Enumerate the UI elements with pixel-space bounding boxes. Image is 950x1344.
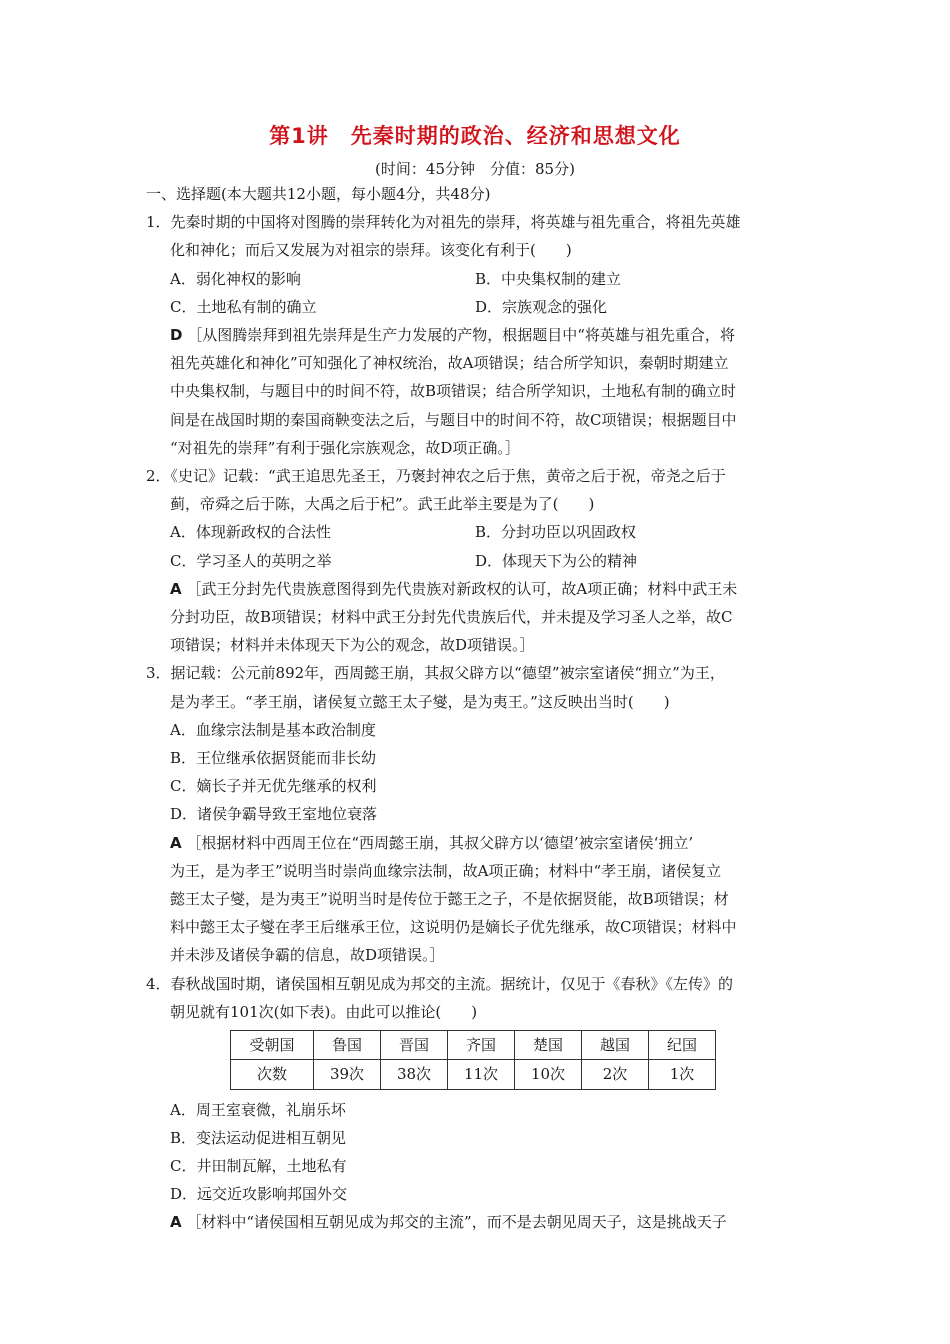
- table-cell: 2次: [582, 1060, 649, 1089]
- option-b: B．变法运动促进相互朝见: [170, 1128, 347, 1147]
- options-row: [146, 265, 826, 293]
- answer-line: 为王，是为孝王”说明当时崇尚血缘宗法制，故A项正确；材料中“孝王崩，诸侯复立: [170, 861, 722, 880]
- answer-line: 中央集权制，与题目中的时间不符，故B项错误；结合所学知识，土地私有制的确立时: [170, 382, 737, 401]
- option-c: C．嫡长子并无优先继承的权利: [170, 777, 377, 796]
- question-2: [146, 462, 826, 659]
- visits-table: [230, 1030, 716, 1089]
- answer-text: ［根据材料中西周王位在“西周懿王崩，其叔父辟方以‘德望’被宗室诸侯‘拥立’: [186, 833, 694, 852]
- option-d: D．远交近攻影响邦国外交: [170, 1185, 348, 1204]
- answer-line: [146, 575, 826, 603]
- answer-line: “对祖先的崇拜”有利于强化宗族观念，故D项正确。］: [170, 438, 520, 457]
- answer-line: [146, 321, 826, 349]
- option-c: C．井田制瓦解，土地私有: [170, 1156, 347, 1175]
- answer-text: ［从图腾崇拜到祖先崇拜是生产力发展的产物，根据题目中“将英雄与祖先重合，将: [187, 326, 735, 345]
- option-d: D．诸侯争霸导致王室地位衰落: [170, 805, 378, 824]
- table-cell: 晋国: [381, 1031, 448, 1060]
- option-a: A．周王室衰微，礼崩乐坏: [170, 1100, 346, 1119]
- question-stem-line: 朝见就有101次(如下表)。由此可以推论( ): [170, 1002, 478, 1021]
- answer-line: 间是在战国时期的秦国商鞅变法之后，与题目中的时间不符，故C项错误；根据题目中: [170, 410, 737, 429]
- table-cell: 越国: [582, 1031, 649, 1060]
- option-a: A．弱化神权的影响: [170, 269, 301, 288]
- page-title: 第1讲 先秦时期的政治、经济和思想文化: [269, 124, 681, 148]
- answer-line: 祖先英雄化和神化”可知强化了神权统治，故A项错误；结合所学知识，秦朝时期建立: [170, 354, 729, 373]
- question-stem-line: 化和神化；而后又发展为对祖宗的崇拜。该变化有利于( ): [170, 241, 572, 260]
- table-row: [231, 1060, 716, 1089]
- table-cell: 次数: [231, 1060, 314, 1089]
- answer-letter: A: [170, 1213, 182, 1232]
- answer-line: 懿王太子燮，是为夷王”说明当时是传位于懿王之子，不是依据贤能，故B项错误；材: [170, 890, 729, 909]
- question-stem-line: 是为孝王。“孝王崩，诸侯复立懿王太子燮，是为夷王。”这反映出当时( ): [170, 692, 670, 711]
- question-stem-line: 2．《史记》记载：“武王追思先圣王，乃褒封神农之后于焦，黄帝之后于祝，帝尧之后于: [146, 467, 726, 486]
- table-cell: 齐国: [448, 1031, 515, 1060]
- answer-line: 分封功臣，故B项错误；材料中武王分封先代贵族后代，并未提及学习圣人之举，故C: [170, 608, 733, 627]
- answer-line: 并未涉及诸侯争霸的信息，故D项错误。］: [170, 946, 445, 965]
- section-heading: 一、选择题(本大题共12小题，每小题4分，共48分): [146, 185, 491, 203]
- table-cell: 38次: [381, 1060, 448, 1089]
- document-body: [146, 180, 826, 1237]
- question-3: [146, 659, 826, 969]
- option-c: C．学习圣人的英明之举: [170, 551, 332, 570]
- answer-line: 料中懿王太子燮在孝王后继承王位，这说明仍是嫡长子优先继承，故C项错误；材料中: [170, 918, 737, 937]
- question-1: [146, 208, 826, 462]
- table-cell: 楚国: [515, 1031, 582, 1060]
- answer-text: ［材料中“诸侯国相互朝见成为邦交的主流”，而不是去朝见周天子，这是挑战天子: [186, 1213, 727, 1232]
- options-row: [146, 293, 826, 321]
- option-a: A．血缘宗法制是基本政治制度: [170, 720, 376, 739]
- table-cell: 受朝国: [231, 1031, 314, 1060]
- options-row: [146, 547, 826, 575]
- question-stem-line: 蓟，帝舜之后于陈，大禹之后于杞”。武王此举主要是为了( ): [170, 495, 595, 514]
- option-b: B．王位继承依据贤能而非长幼: [170, 749, 377, 768]
- answer-letter: D: [170, 326, 183, 345]
- table-header-row: [231, 1031, 716, 1060]
- question-stem-line: 1．先秦时期的中国将对图腾的崇拜转化为对祖先的崇拜，将英雄与祖先重合，将祖先英雄: [146, 213, 741, 232]
- question-4: [146, 970, 826, 1237]
- table-cell: 纪国: [649, 1031, 716, 1060]
- option-c: C．土地私有制的确立: [170, 297, 317, 316]
- question-stem-line: 3．据记载：公元前892年，西周懿王崩，其叔父辟方以“德望”被宗室诸侯“拥立”为王，: [146, 664, 725, 683]
- table-cell: 鲁国: [314, 1031, 381, 1060]
- option-a: A．体现新政权的合法性: [170, 523, 331, 542]
- page-subtitle: (时间：45分钟 分值：85分): [375, 160, 575, 178]
- answer-line: 项错误；材料并未体现天下为公的观念，故D项错误。］: [170, 636, 535, 655]
- table-cell: 39次: [314, 1060, 381, 1089]
- answer-text: ［武王分封先代贵族意图得到先代贵族对新政权的认可，故A项正确；材料中武王未: [186, 579, 738, 598]
- table-cell: 11次: [448, 1060, 515, 1089]
- answer-line: [146, 1208, 826, 1236]
- options-row: [146, 518, 826, 546]
- question-stem-line: 4．春秋战国时期，诸侯国相互朝见成为邦交的主流。据统计，仅见于《春秋》《左传》的: [146, 974, 734, 993]
- option-b: B．分封功臣以巩固政权: [475, 523, 637, 542]
- answer-line: [146, 829, 826, 857]
- answer-letter: A: [170, 833, 182, 852]
- table-cell: 1次: [649, 1060, 716, 1089]
- option-d: D．宗族观念的强化: [475, 297, 608, 316]
- option-d: D．体现天下为公的精神: [475, 551, 638, 570]
- table-cell: 10次: [515, 1060, 582, 1089]
- answer-letter: A: [170, 579, 182, 598]
- option-b: B．中央集权制的建立: [475, 269, 622, 288]
